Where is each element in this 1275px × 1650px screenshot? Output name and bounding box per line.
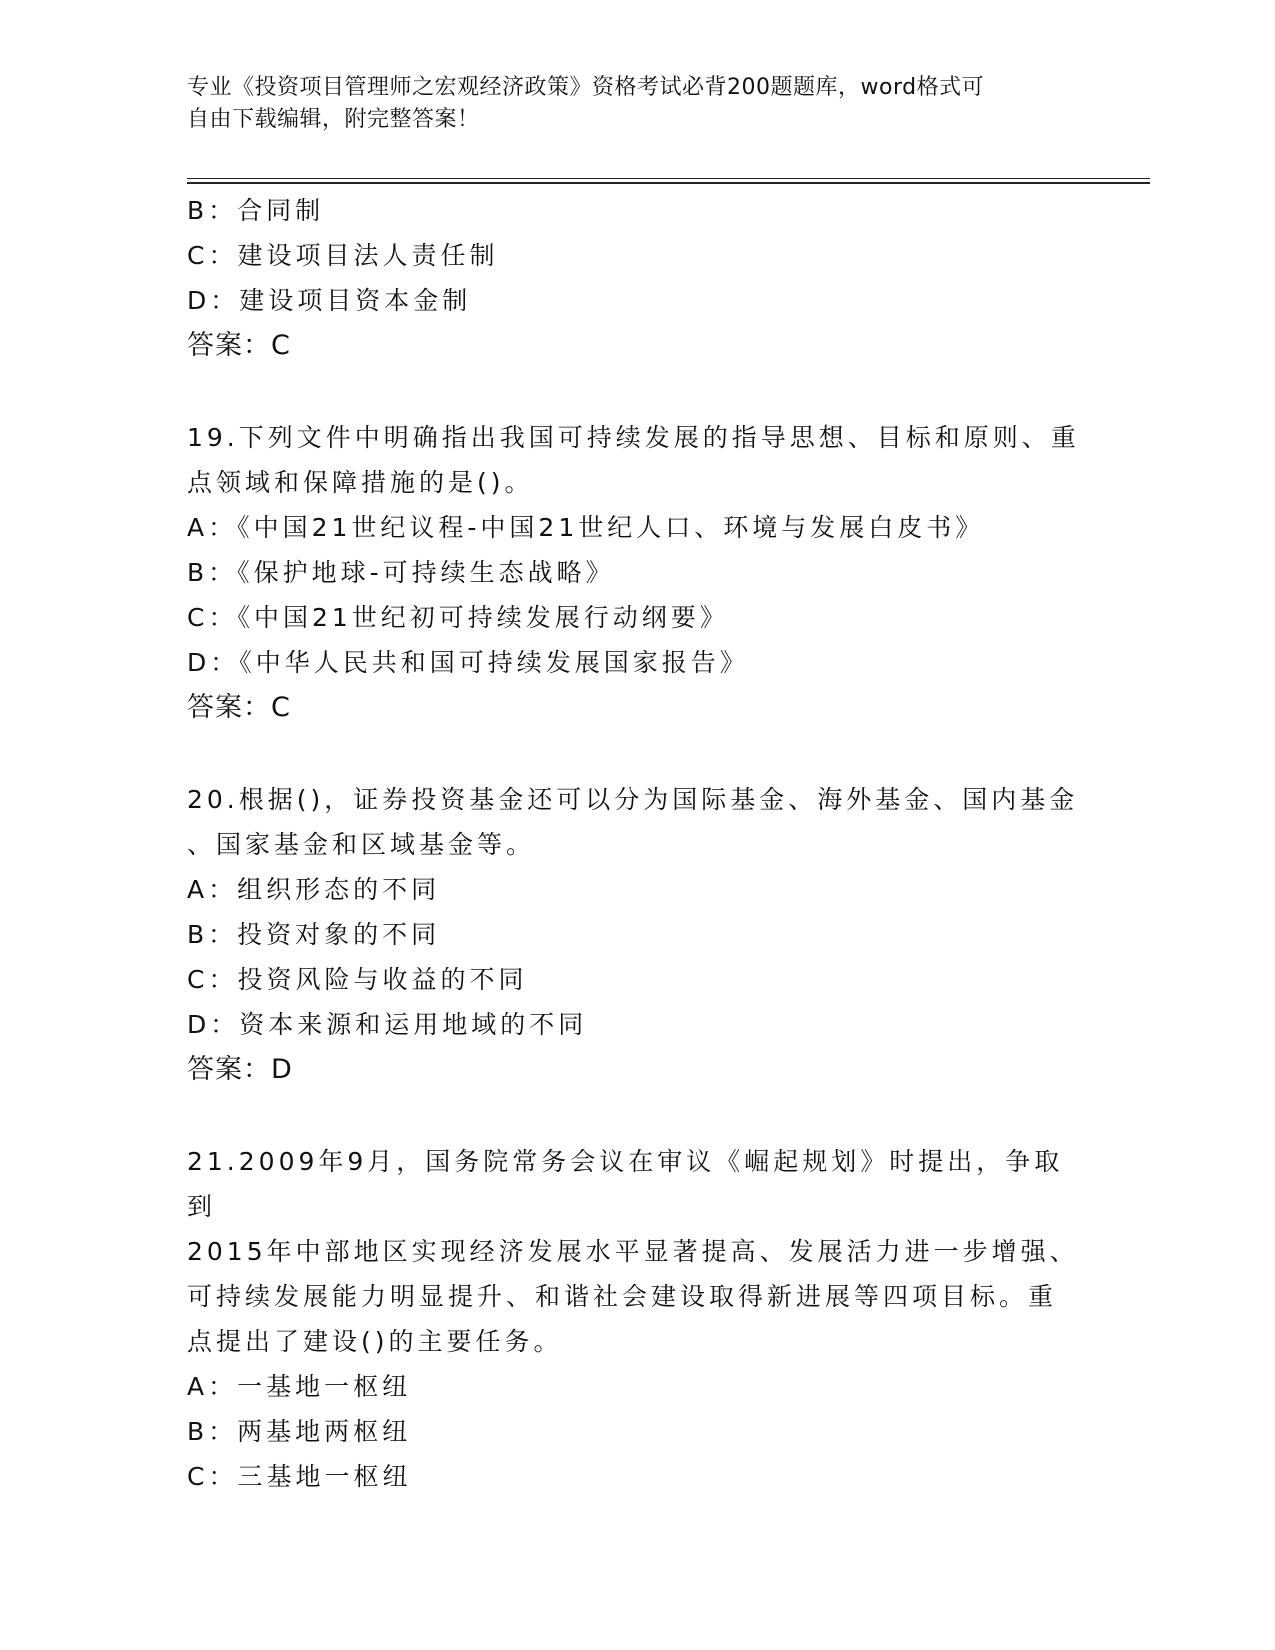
option-b: B：两基地两枢纽 — [187, 1417, 412, 1446]
answer-line: 答案：C — [187, 330, 291, 361]
question-stem-line: 、国家基金和区域基金等。 — [187, 830, 536, 859]
document-header — [187, 72, 1067, 136]
question-21 — [187, 1139, 1087, 1499]
option-a: A：《中国21世纪议程-中国21世纪人口、环境与发展白皮书》 — [187, 513, 985, 542]
answer-line: 答案：D — [187, 1054, 293, 1085]
question-stem-line: 19.下列文件中明确指出我国可持续发展的指导思想、目标和原则、重 — [187, 423, 1080, 452]
option-b: B：投资对象的不同 — [187, 920, 441, 949]
option-a: A：组织形态的不同 — [187, 875, 441, 904]
question-stem-line: 可持续发展能力明显提升、和谐社会建设取得新进展等四项目标。重 — [187, 1282, 1058, 1311]
header-divider-thick — [187, 182, 1150, 184]
question-20 — [187, 777, 1087, 1092]
option-a: A：一基地一枢纽 — [187, 1372, 412, 1401]
header-divider-thin — [187, 178, 1150, 179]
option-d: D：资本来源和运用地域的不同 — [187, 1010, 588, 1039]
question-stem-line: 点提出了建设()的主要任务。 — [187, 1327, 563, 1356]
header-line-1: 专业《投资项目管理师之宏观经济政策》资格考试必背200题题库，word格式可 — [187, 75, 985, 100]
question-18-tail — [187, 188, 1087, 368]
question-stem-line: 2015年中部地区实现经济发展水平显著提高、发展活力进一步增强、 — [187, 1237, 1079, 1266]
option-d: D：《中华人民共和国可持续发展国家报告》 — [187, 648, 749, 677]
option-b: B：合同制 — [187, 196, 325, 225]
question-stem-line: 21.2009年9月，国务院常务会议在审议《崛起规划》时提出，争取到 — [187, 1147, 1064, 1221]
option-c: C：《中国21世纪初可持续发展行动纲要》 — [187, 603, 729, 632]
option-d: D：建设项目资本金制 — [187, 286, 472, 315]
option-c: C：建设项目法人责任制 — [187, 241, 499, 270]
header-line-2: 自由下载编辑，附完整答案！ — [187, 107, 480, 132]
question-stem-line: 点领域和保障措施的是()。 — [187, 468, 534, 497]
option-c: C：投资风险与收益的不同 — [187, 965, 528, 994]
option-b: B：《保护地球-可持续生态战略》 — [187, 558, 615, 587]
question-19 — [187, 415, 1087, 730]
answer-line: 答案：C — [187, 692, 291, 723]
question-stem-line: 20.根据()，证券投资基金还可以分为国际基金、海外基金、国内基金 — [187, 785, 1079, 814]
question-list — [187, 188, 1087, 1499]
option-c: C：三基地一枢纽 — [187, 1462, 412, 1491]
